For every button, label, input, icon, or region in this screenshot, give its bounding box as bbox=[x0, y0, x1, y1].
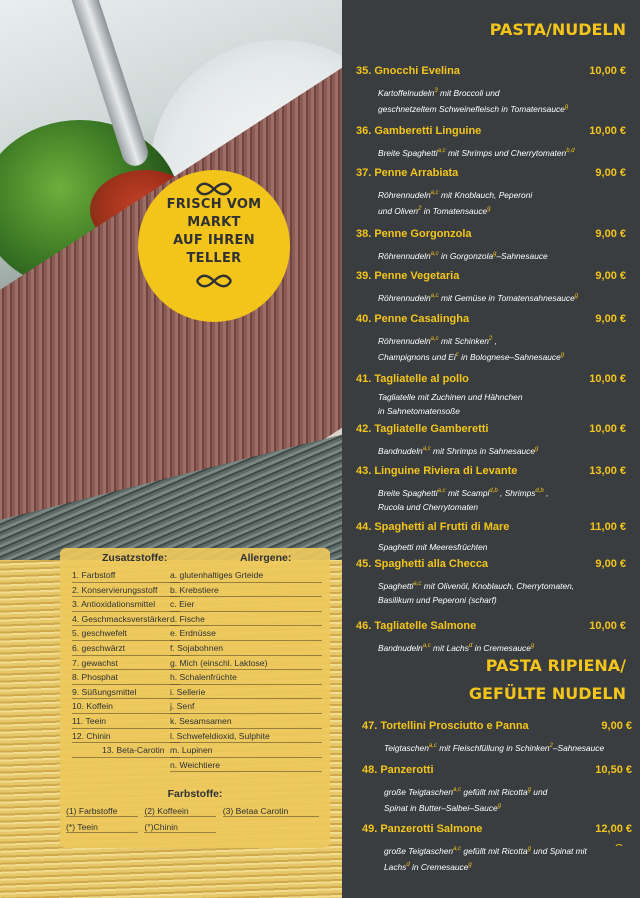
menu-item-price: 9,00 € bbox=[595, 228, 626, 240]
menu-item-name: 46. Tagliatelle Salmone bbox=[356, 620, 477, 632]
dye-item: (*) Teein bbox=[66, 822, 138, 833]
allergen-item: d. Fische bbox=[170, 612, 322, 627]
menu-item-desc: Röhrennudeln$^{a,c}$ mit Schinken$^2$ , Champignons und Ei$^c$ in Bolognese–Sahnesauce$^g$ bbox=[378, 335, 565, 362]
menu-item-desc: Bandnudeln$^{a,c}$ mit Lachs$^d$ in Cremesauce$^g$ bbox=[378, 642, 535, 653]
dye-item: (1) Farbstoffe bbox=[66, 806, 138, 817]
dye-item: (3) Betaa Carotin bbox=[223, 806, 319, 817]
menu-item bbox=[356, 619, 626, 655]
additive-item: 4. Geschmacksverstärker bbox=[72, 612, 180, 627]
menu-item bbox=[356, 464, 626, 514]
menu-item-price: 10,50 € bbox=[595, 764, 632, 776]
additives-box bbox=[60, 548, 330, 848]
menu-item-desc: Spaghetti$^{a,c}$ mit Olivenöl, Knoblauch, Cherrytomaten, Basilikum und Peperoni (scharf) bbox=[378, 580, 575, 605]
allergen-item: b. Krebstiere bbox=[170, 583, 322, 598]
menu-item bbox=[356, 124, 626, 160]
menu-item-name: 37. Penne Arrabiata bbox=[356, 167, 459, 179]
additive-item: 10. Koffein bbox=[72, 699, 180, 714]
menu-item bbox=[362, 822, 632, 874]
menu-item-price: 9,00 € bbox=[595, 270, 626, 282]
menu-item-price: 9,00 € bbox=[595, 167, 626, 179]
additive-item: 11. Teein bbox=[72, 714, 180, 729]
menu-item bbox=[362, 719, 632, 755]
additive-item: 12. Chinin bbox=[72, 729, 180, 744]
knot-icon bbox=[195, 274, 233, 288]
badge-line-2: MARKT bbox=[187, 215, 241, 230]
menu-item-name: 39. Penne Vegetaria bbox=[356, 270, 460, 282]
additive-item: 5. geschwefelt bbox=[72, 626, 180, 641]
menu-item-price: 10,00 € bbox=[589, 125, 626, 137]
additive-item: 3. Antioxidationsmittel bbox=[72, 597, 180, 612]
additives-heading: Zusatzstoffe: bbox=[102, 552, 168, 564]
section-title-ripiena: PASTA RIPIENA/ bbox=[485, 656, 626, 675]
pasta-menu bbox=[342, 0, 640, 898]
menu-item-desc: große Teigtaschen$^{a,c}$ gefüllt mit Ricotta$^g$ und Spinat mit Lachs$^d$ in Cremesauce$^g$ bbox=[384, 845, 587, 872]
badge-line-1: FRISCH VOM bbox=[166, 197, 262, 212]
menu-item-desc: Spaghetti mit Meeresfrüchten bbox=[378, 542, 488, 552]
menu-item-name: 41. Tagliatelle al pollo bbox=[356, 373, 469, 385]
allergen-item: k. Sesamsamen bbox=[170, 714, 322, 729]
menu-item-price: 11,00 € bbox=[589, 521, 626, 533]
additive-item: 6. geschwärzt bbox=[72, 641, 180, 656]
menu-item bbox=[362, 763, 632, 815]
menu-item-desc: Röhrennudeln$^{a,c}$ mit Gemüse in Tomatensahnesauce$^g$ bbox=[378, 292, 579, 303]
menu-item-desc: Teigtaschen$^{a,c}$ mit Fleischfüllung in Schinken$^2$–Sahnesauce bbox=[384, 742, 605, 753]
allergen-item: g. Mich (einschl. Laktose) bbox=[170, 656, 322, 671]
menu-item bbox=[356, 166, 626, 218]
allergen-item: f. Sojabohnen bbox=[170, 641, 322, 656]
section-title-pasta: PASTA/NUDELN bbox=[489, 20, 626, 39]
allergen-item: l. Schwefeldioxid, Sulphite bbox=[170, 729, 322, 744]
fresh-badge bbox=[138, 170, 290, 322]
dyes-row-2 bbox=[66, 822, 220, 833]
allergen-item: n. Weichtiere bbox=[170, 758, 322, 773]
menu-item-name: 44. Spaghetti al Frutti di Mare bbox=[356, 521, 510, 533]
menu-item-name: 49. Panzerotti Salmone bbox=[362, 823, 483, 835]
allergen-item: i. Sellerie bbox=[170, 685, 322, 700]
menu-item-name: 35. Gnocchi Evelina bbox=[356, 65, 460, 77]
allergen-item: c. Eier bbox=[170, 597, 322, 612]
menu-item-name: 45. Spaghetti alla Checca bbox=[356, 558, 489, 570]
menu-item bbox=[356, 520, 626, 554]
allergen-item: e. Erdnüsse bbox=[170, 626, 322, 641]
badge-line-3: AUF IHREN bbox=[173, 233, 255, 248]
menu-item-desc: Breite Spaghetti$^{a,c}$ mit Scampi$^{d,b}$ , Shrimps$^{d,b}$ , Rucola und Cherrytomaten bbox=[378, 487, 549, 512]
menu-item bbox=[356, 557, 626, 607]
menu-item bbox=[356, 312, 626, 364]
allergens-heading: Allergene: bbox=[240, 552, 292, 564]
dye-item: (°)Chinin bbox=[144, 822, 216, 833]
menu-item-price: 12,00 € bbox=[595, 823, 632, 835]
dye-item: (2) Koffeein bbox=[144, 806, 216, 817]
menu-item bbox=[356, 269, 626, 305]
menu-item bbox=[356, 227, 626, 263]
dyes-row-1 bbox=[66, 806, 323, 817]
menu-item-desc: Röhrennudeln$^{a,c}$ in Gorgonzola$^g$–Sahnesauce bbox=[378, 250, 548, 261]
menu-item-desc: Tagliatelle mit Zuchinen und Hähnchen in Sahnetomatensoße bbox=[378, 392, 523, 416]
menu-item-name: 43. Linguine Riviera di Levante bbox=[356, 465, 518, 477]
allergen-item: h. Schalenfrüchte bbox=[170, 670, 322, 685]
additive-item: 1. Farbstoff bbox=[72, 568, 180, 583]
allergen-item: j. Senf bbox=[170, 699, 322, 714]
additive-item: 13. Beta-Carotin bbox=[72, 743, 180, 758]
menu-item-price: 9,00 € bbox=[595, 558, 626, 570]
badge-line-4: TELLER bbox=[186, 251, 242, 266]
additive-item: 2. Konservierungsstoff bbox=[72, 583, 180, 598]
menu-item bbox=[356, 422, 626, 458]
menu-item-name: 36. Gamberetti Linguine bbox=[356, 125, 482, 137]
allergen-item: m. Lupinen bbox=[170, 743, 322, 758]
menu-item-desc: Breite Spaghetti$^{a,c}$ mit Shrimps und Cherrytomaten$^{b,d}$ bbox=[378, 147, 575, 158]
menu-item-price: 10,00 € bbox=[589, 620, 626, 632]
menu-item-price: 9,00 € bbox=[595, 313, 626, 325]
menu-item-price: 13,00 € bbox=[589, 465, 626, 477]
menu-item-desc: Kartoffelnudeln$^3$ mit Broccoli und geschnetzeltem Schweinefleisch in Tomatensauce$^g$ bbox=[378, 87, 569, 114]
menu-item-desc: Röhrennudeln$^{a,c}$ mit Knoblauch, Peperoni und Oliven$^2$ in Tomatensauce$^g$ bbox=[378, 189, 533, 216]
additives-list bbox=[72, 568, 180, 758]
additive-item: 7. gewachst bbox=[72, 656, 180, 671]
swirl-icon bbox=[614, 844, 624, 854]
menu-item-price: 10,00 € bbox=[589, 373, 626, 385]
menu-item-name: 38. Penne Gorgonzola bbox=[356, 228, 472, 240]
menu-item-name: 48. Panzerotti bbox=[362, 764, 434, 776]
allergen-item: a. glutenhaltiges Grteide bbox=[170, 568, 322, 583]
menu-item-name: 42. Tagliatelle Gamberetti bbox=[356, 423, 489, 435]
menu-item-desc: große Teigtaschen$^{a,c}$ gefüllt mit Ricotta$^g$ und Spinat in Butter–Salbei–Sauce$^g$ bbox=[384, 786, 548, 813]
dyes-heading: Farbstoffe: bbox=[167, 788, 223, 800]
menu-item-name: 40. Penne Casalingha bbox=[356, 313, 470, 325]
menu-item bbox=[356, 372, 626, 418]
menu-item-name: 47. Tortellini Prosciutto e Panna bbox=[362, 720, 529, 732]
menu-item bbox=[356, 64, 626, 116]
allergens-list bbox=[170, 568, 322, 772]
section-title-gefuellt: GEFÜLTE NUDELN bbox=[468, 684, 626, 703]
additive-item: 9. Süßungsmittel bbox=[72, 685, 180, 700]
additive-item: 8. Phosphat bbox=[72, 670, 180, 685]
menu-item-price: 9,00 € bbox=[601, 720, 632, 732]
menu-item-desc: Bandnudeln$^{a,c}$ mit Shrimps in Sahnesauce$^g$ bbox=[378, 445, 539, 456]
knot-icon bbox=[195, 182, 233, 196]
menu-item-price: 10,00 € bbox=[589, 65, 626, 77]
menu-item-price: 10,00 € bbox=[589, 423, 626, 435]
